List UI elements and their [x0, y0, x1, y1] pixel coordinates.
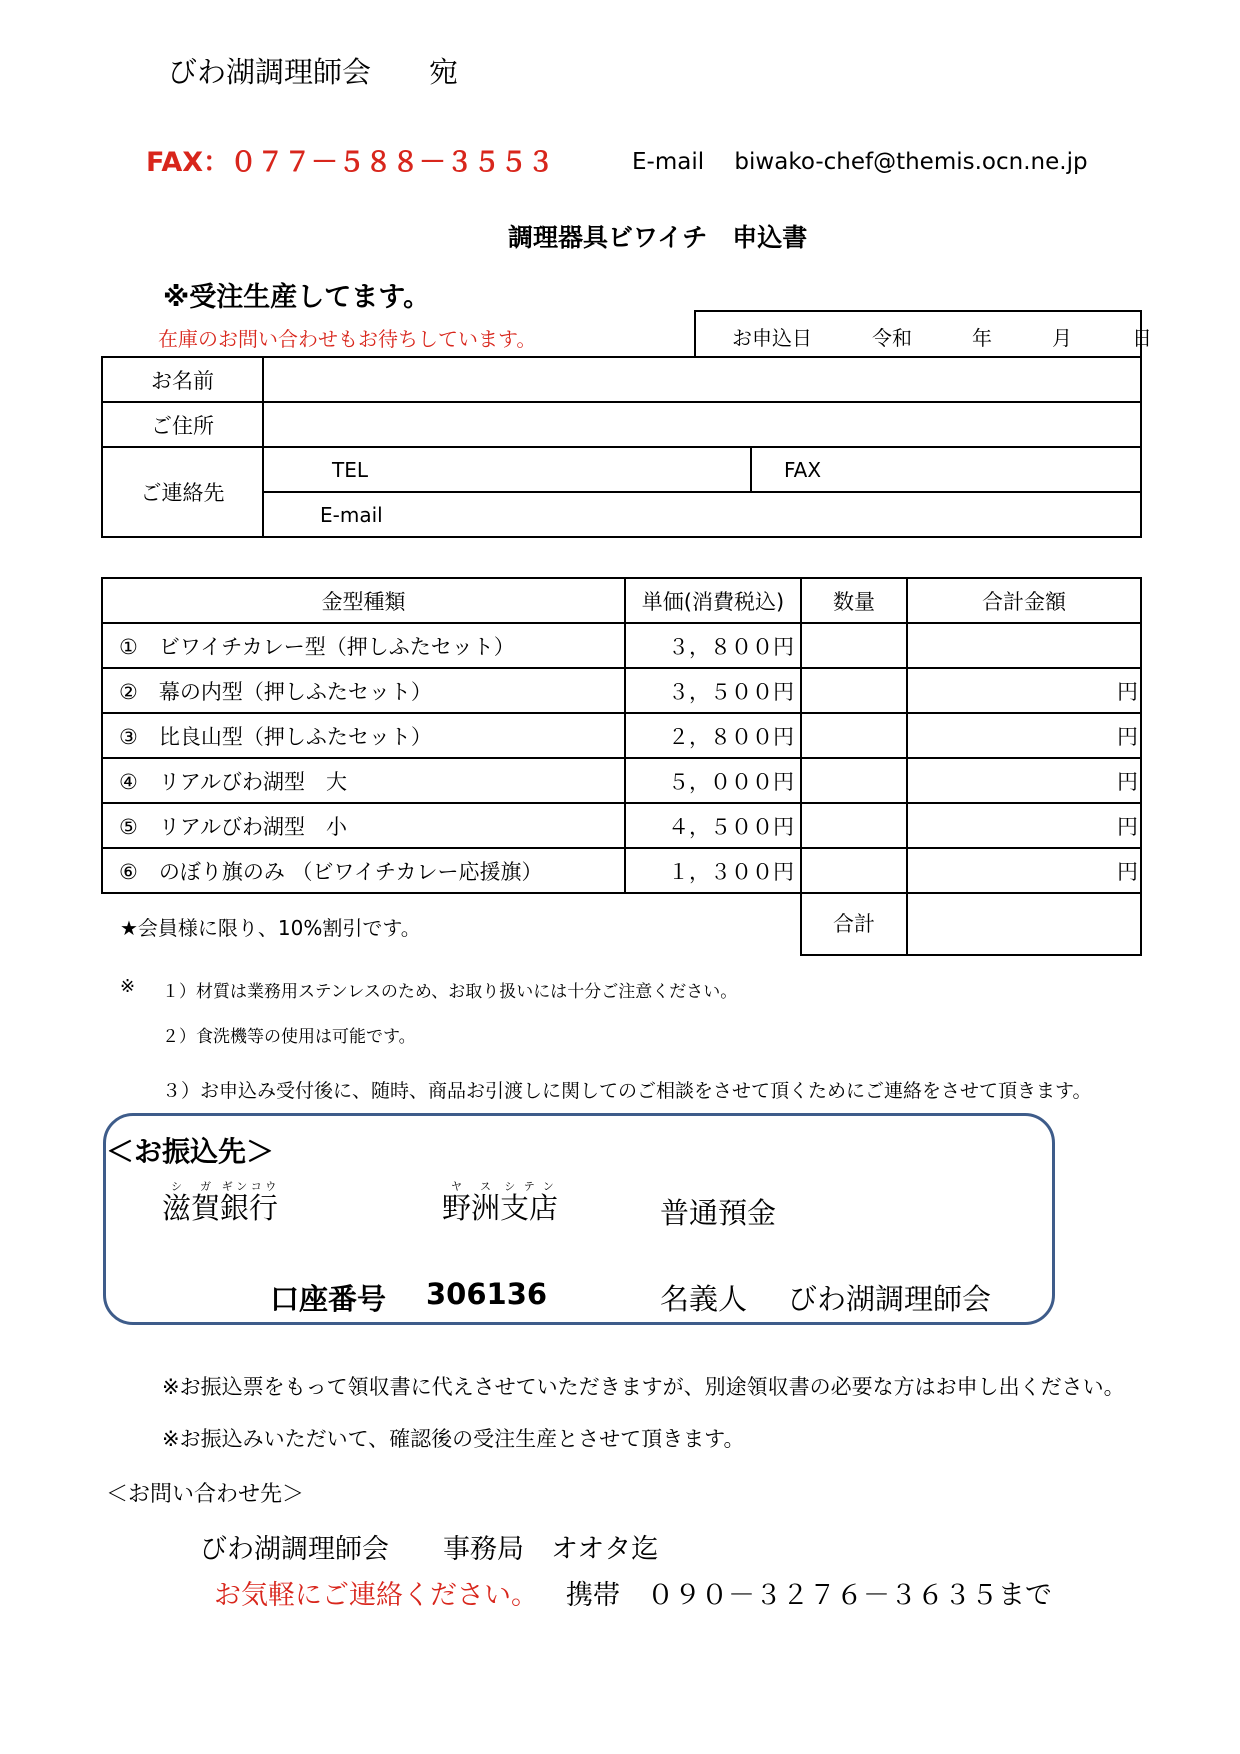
name-field[interactable] [263, 357, 1141, 402]
table-row [102, 713, 1141, 758]
item-price: ２，８００円 [625, 713, 801, 758]
item-price: ５，０００円 [625, 758, 801, 803]
receipt-note: ※お振込票をもって領収書に代えさせていただきますが、別途領収書の必要な方はお申し出ください。 [162, 1375, 1125, 1399]
bank-name-reading1: シガ [162, 1180, 221, 1193]
name-label: お名前 [102, 357, 263, 402]
table-row [102, 803, 1141, 848]
note-consultation: ３）お申込み受付後に、随時、商品お引渡しに関してのご相談をさせて頂くためにご連絡をさせて頂きます。 [162, 1080, 1092, 1102]
notes-mark: ※ [120, 976, 136, 997]
quantity-field[interactable] [801, 713, 907, 758]
account-holder-label: 名義人 [660, 1282, 748, 1316]
item-name: ① ビワイチカレー型（押しふたセット） [102, 623, 625, 668]
note-material: １）材質は業務用ステンレスのため、お取り扱いには十分ご注意ください。 [162, 982, 738, 1002]
email-field[interactable] [263, 492, 1141, 537]
item-name: ⑥ のぼり旗のみ （ビワイチカレー応援旗） [102, 848, 625, 893]
quantity-field[interactable] [801, 803, 907, 848]
note-dishwasher: ２）食洗機等の使用は可能です。 [162, 1027, 416, 1047]
quantity-field[interactable] [801, 848, 907, 893]
bank-heading: ＜お振込先＞ [106, 1135, 275, 1168]
quantity-field[interactable] [801, 668, 907, 713]
line-total-field[interactable]: 円 [907, 668, 1141, 713]
item-price: １，３００円 [625, 848, 801, 893]
item-name: ② 幕の内型（押しふたセット） [102, 668, 625, 713]
line-total-field[interactable]: 円 [907, 848, 1141, 893]
grand-total-table [800, 891, 1142, 956]
recipient: びわ湖調理師会 宛 [168, 55, 459, 89]
office-contact: びわ湖調理師会 事務局 オオタ迄 [200, 1534, 659, 1565]
header-mold-type: 金型種類 [102, 578, 625, 623]
form-title: 調理器具ビワイチ 申込書 [508, 223, 808, 252]
account-type: 普通預金 [660, 1196, 777, 1230]
header-unit-price: 単価(消費税込) [625, 578, 801, 623]
item-price: ３，８００円 [625, 623, 801, 668]
table-row [102, 848, 1141, 893]
line-total-field[interactable]: 円 [907, 803, 1141, 848]
tel-field[interactable] [263, 447, 751, 492]
fax-number: FAX：０７７－５８８－３５５３ [146, 147, 555, 178]
tel-label: TEL [332, 457, 368, 482]
application-date-label: お申込日 令和 年 月 日 [732, 326, 1152, 350]
grand-total-field[interactable] [907, 891, 1141, 955]
branch-name [442, 1180, 558, 1227]
account-number: 306136 [426, 1277, 548, 1311]
total-label: 合計 [801, 891, 907, 955]
branch-name-part2: 支店 [500, 1191, 559, 1225]
order-table [101, 577, 1142, 894]
bank-name [162, 1180, 278, 1227]
branch-name-part1: 野洲 [442, 1191, 501, 1225]
branch-name-reading2: シテン [500, 1180, 559, 1193]
line-total-field[interactable] [907, 623, 1141, 668]
bank-name-part1: 滋賀 [162, 1191, 221, 1225]
item-name: ③ 比良山型（押しふたセット） [102, 713, 625, 758]
stock-inquiry-note: 在庫のお問い合わせもお待ちしています。 [158, 327, 537, 351]
table-row [102, 623, 1141, 668]
account-number-label: 口座番号 [270, 1282, 387, 1316]
email-label: E-mail [320, 502, 383, 527]
quantity-field[interactable] [801, 623, 907, 668]
member-discount-note: ★会員様に限り、10%割引です。 [120, 916, 421, 940]
quantity-field[interactable] [801, 758, 907, 803]
email-address[interactable]: E-mail biwako-chef@themis.ocn.ne.jp [632, 149, 1088, 175]
item-price: ３，５００円 [625, 668, 801, 713]
header-total: 合計金額 [907, 578, 1141, 623]
production-note: ※お振込みいただいて、確認後の受注生産とさせて頂きます。 [162, 1427, 745, 1451]
inquiry-heading: ＜お問い合わせ先＞ [106, 1482, 305, 1507]
item-price: ４，５００円 [625, 803, 801, 848]
fax-label: FAX [784, 457, 822, 482]
bank-name-part2: 銀行 [220, 1191, 279, 1225]
header-quantity: 数量 [801, 578, 907, 623]
bank-name-reading2: ギンコウ [220, 1180, 279, 1193]
fax-field[interactable] [751, 447, 1141, 492]
branch-name-reading1: ヤス [442, 1180, 500, 1193]
call-us-note: お気軽にご連絡ください。 [214, 1580, 538, 1611]
made-to-order-note: ※受注生産してます。 [163, 282, 431, 313]
line-total-field[interactable]: 円 [907, 758, 1141, 803]
table-row [102, 758, 1141, 803]
item-name: ⑤ リアルびわ湖型 小 [102, 803, 625, 848]
address-field[interactable] [263, 402, 1141, 447]
account-holder: びわ湖調理師会 [788, 1282, 992, 1316]
item-name: ④ リアルびわ湖型 大 [102, 758, 625, 803]
applicant-table [101, 356, 1142, 538]
mobile-number: 携帯 ０９０－３２７６－３６３５まで [566, 1580, 1052, 1611]
address-label: ご住所 [102, 402, 263, 447]
table-row [102, 668, 1141, 713]
line-total-field[interactable]: 円 [907, 713, 1141, 758]
contact-label: ご連絡先 [102, 447, 263, 537]
application-date-box[interactable] [694, 310, 1152, 356]
